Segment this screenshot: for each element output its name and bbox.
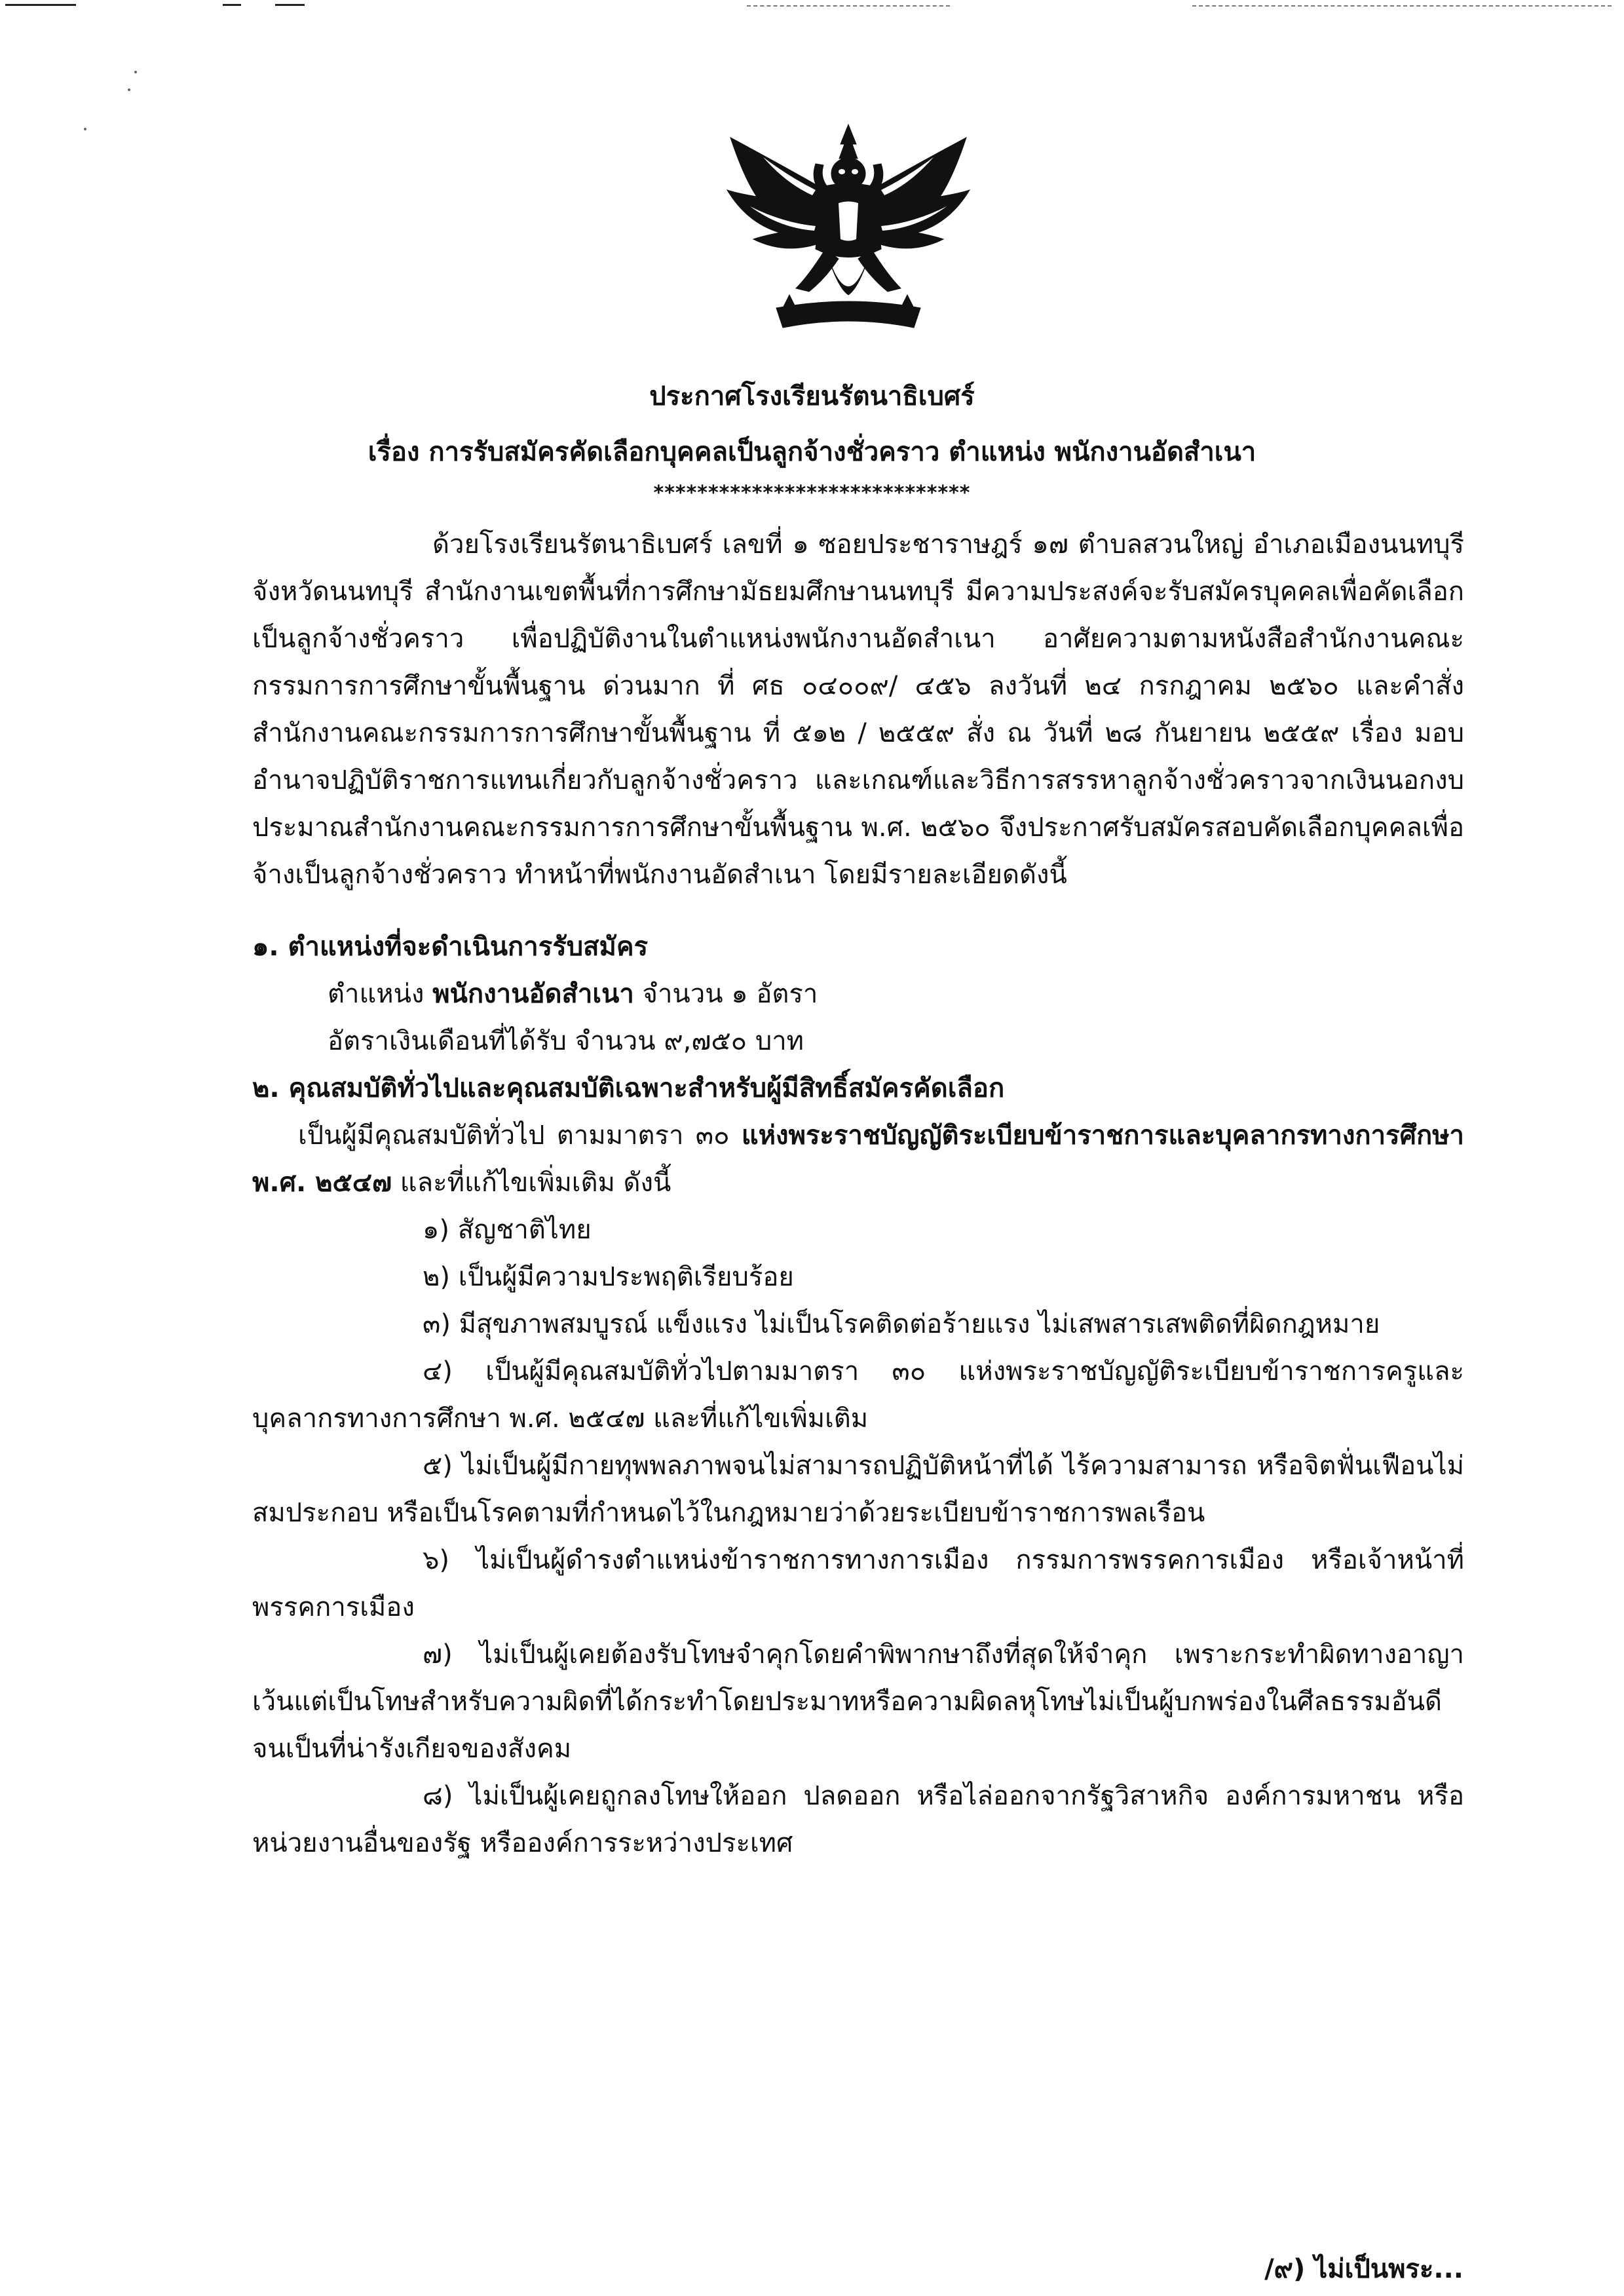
qual-intro-act: แห่งพระราชบัญญัติระเบียบข้าราชการและบุคลากรทางการศึกษา พ.ศ. ๒๕๔๗ — [252, 1120, 1465, 1198]
qualification-item-1: ๑) สัญชาติไทย — [423, 1215, 592, 1245]
scan-edge-mark — [747, 5, 950, 8]
salary-line: อัตราเงินเดือนที่ได้รับ จำนวน ๙,๗๕๐ บาท — [328, 1026, 804, 1056]
intro-paragraph: ด้วยโรงเรียนรัตนาธิเบศร์ เลขที่ ๑ ซอยประชาราษฎร์ ๑๗ ตำบลสวนใหญ่ อำเภอเมืองนนทบุรี จังหวัดนนทบุรี สำนักงานเขตพื้นที่การศึกษามัธยมศึกษานนทบุรี มีความประสงค์จะรับสมัครบุคคลเพื่อคัดเลือกเป็นลูกจ้างชั่วคราว เพื่อปฏิบัติงานในตำแหน่งพนักงานอัดสำเนา อาศัยความตามหนังสือสำนักงานคณะกรรมการการศึกษาขั้นพื้นฐาน ด่วนมาก ที่ ศธ ๐๔๐๐๙/ ๔๕๖ ลงวันที่ ๒๔ กรกฎาคม ๒๕๖๐ และคำสั่งสำนักงานคณะกรรมการการศึกษาขั้นพื้นฐาน ที่ ๕๑๒ / ๒๕๕๙ สั่ง ณ วันที่ ๒๘ กันยายน ๒๕๕๙ เรื่อง มอบอำนาจปฏิบัติราชการแทนเกี่ยวกับลูกจ้างชั่วคราว และเกณฑ์และวิธีการสรรหาลูกจ้างชั่วคราวจากเงินนอกงบประมาณสำนักงานคณะกรรมการการศึกษาขั้นพื้นฐาน พ.ศ. ๒๕๖๐ จึงประกาศรับสมัครสอบคัดเลือกบุคคลเพื่อจ้างเป็นลูกจ้างชั่วคราว ทำหน้าที่พนักงานอัดสำเนา โดยมีรายละเอียดดังนี้ — [252, 529, 1464, 890]
scan-speck — [84, 128, 86, 130]
scan-edge-mark — [275, 4, 305, 6]
qualification-item-7: ๗) ไม่เป็นผู้เคยต้องรับโทษจำคุกโดยคำพิพากษาถึงที่สุดให้จำคุก เพราะกระทำผิดทางอาญาเว้นแต่เป็นโทษสำหรับความผิดที่ได้กระทำโดยประมาทหรือความผิดลหุโทษไม่เป็นผู้บกพร่องในศีลธรรมอันดีจนเป็นที่น่ารังเกียจของสังคม — [252, 1639, 1464, 1764]
scan-speck — [128, 88, 130, 91]
section-1-heading: ๑. ตำแหน่งที่จะดำเนินการรับสมัคร — [252, 932, 649, 962]
scan-edge-mark — [1192, 5, 1612, 8]
qual-intro-tail: และที่แก้ไขเพิ่มเติม ดังนี้ — [400, 1168, 671, 1198]
title-separator: ***************************** — [653, 482, 971, 505]
section-2-heading: ๒. คุณสมบัติทั่วไปและคุณสมบัติเฉพาะสำหรับผู้มีสิทธิ์สมัครคัดเลือก — [252, 1073, 1005, 1103]
document-body — [252, 521, 1464, 1867]
qualification-item-5: ๕) ไม่เป็นผู้มีกายทุพพลภาพจนไม่สามารถปฏิบัติหน้าที่ได้ ไร้ความสามารถ หรือจิตฟั่นเฟือนไม่สมประกอบ หรือเป็นโรคตามที่กำหนดไว้ในกฎหมายว่าด้วยระเบียบข้าราชการพลเรือน — [252, 1451, 1464, 1528]
position-count: จำนวน ๑ อัตรา — [642, 979, 818, 1009]
garuda-emblem-icon — [717, 118, 979, 334]
document-subject: เรื่อง การรับสมัครคัดเลือกบุคคลเป็นลูกจ้างชั่วคราว ตำแหน่ง พนักงานอัดสำเนา — [368, 437, 1256, 467]
position-prefix: ตำแหน่ง — [328, 979, 425, 1009]
page-continuation: /๙) ไม่เป็นพระ... — [1264, 2254, 1463, 2284]
scan-speck — [134, 71, 137, 73]
document-title: ประกาศโรงเรียนรัตนาธิเบศร์ — [649, 381, 975, 411]
position-line — [252, 970, 1464, 1018]
qualification-item-4: ๔) เป็นผู้มีคุณสมบัติทั่วไปตามมาตรา ๓๐ แห่งพระราชบัญญัติระเบียบข้าราชการครูและบุคลากรทางการศึกษา พ.ศ. ๒๕๔๗ และที่แก้ไขเพิ่มเติม — [252, 1356, 1464, 1434]
qualification-item-2: ๒) เป็นผู้มีความประพฤติเรียบร้อย — [423, 1262, 794, 1292]
qualification-item-8: ๘) ไม่เป็นผู้เคยถูกลงโทษให้ออก ปลดออก หรือไล่ออกจากรัฐวิสาหกิจ องค์การมหาชน หรือหน่วยงานอื่นของรัฐ หรือองค์การระหว่างประเทศ — [252, 1781, 1464, 1858]
qualification-item-3: ๓) มีสุขภาพสมบูรณ์ แข็งแรง ไม่เป็นโรคติดต่อร้ายแรง ไม่เสพสารเสพติดที่ผิดกฎหมาย — [423, 1309, 1380, 1339]
qualification-intro — [252, 1112, 1464, 1206]
scan-edge-mark — [5, 4, 76, 6]
qual-intro-text: เป็นผู้มีคุณสมบัติทั่วไป ตามมาตรา ๓๐ — [298, 1120, 730, 1151]
position-name: พนักงานอัดสำเนา — [432, 979, 634, 1009]
qualification-item-6: ๖) ไม่เป็นผู้ดำรงตำแหน่งข้าราชการทางการเมือง กรรมการพรรคการเมือง หรือเจ้าหน้าที่พรรคการเมือง — [252, 1545, 1464, 1622]
scan-edge-mark — [223, 4, 241, 6]
